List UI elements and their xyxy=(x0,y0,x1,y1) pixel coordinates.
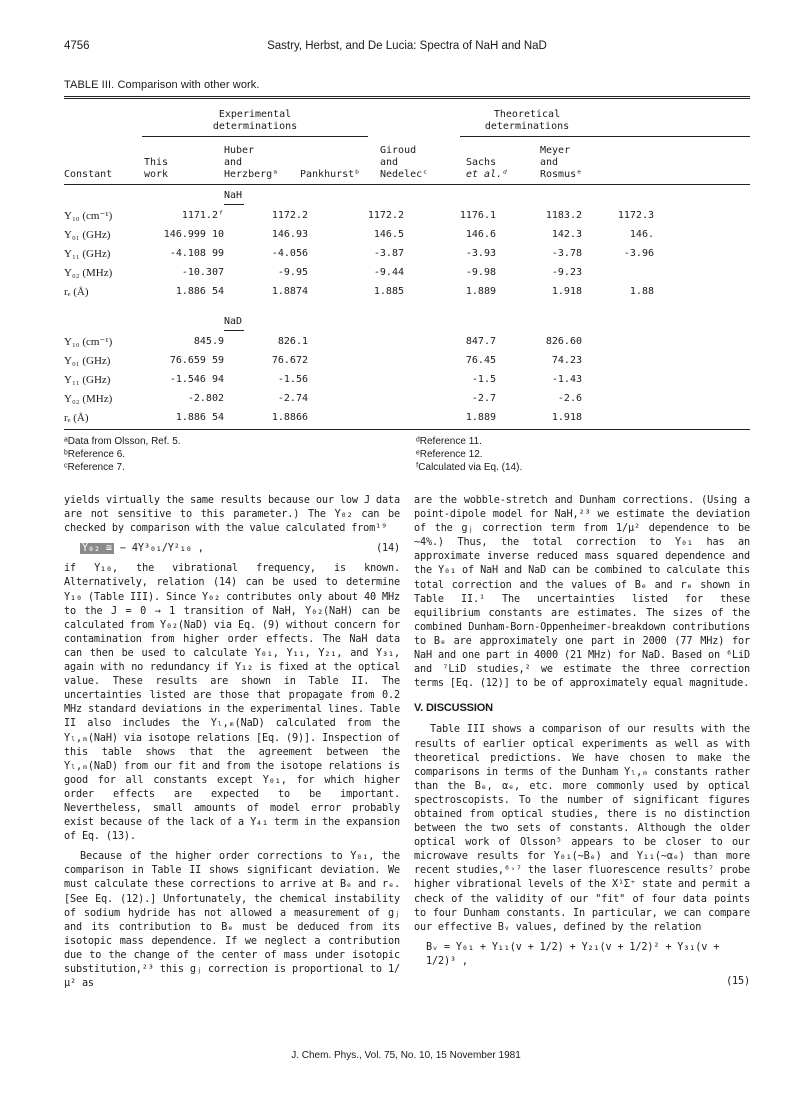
cell-value: 1.918 xyxy=(551,286,582,297)
cell-value xyxy=(594,389,666,408)
cell-value: 845.9 xyxy=(193,336,224,347)
table-top-rule xyxy=(64,96,750,97)
right-paragraph-1: are the wobble-stretch and Dunham corrections. (Using a point-dipole model for NaH,²³ we estimate the deviation of the gⱼ correction term from 1/μ² dependence to be ~4%.) Thus, the total correction to Y₀₁ has an approximate inverse reduced mass squared dependence and the Y₀₁ of NaH and NaD can be combined to calculate this total correction and the values of Bₑ and rₑ shown in Table II.¹ The uncertainties listed for these equilibrium constants are estimates. The sizes of the combined Dunham-Born-Oppenheimer-breakdown contributions to Bₑ are approximately one part in 2000 (77 MHz) for NaH and one part in 4000 (21 MHz) for NaD. Based on ⁶LiD and ⁷LiD studies,² we estimate the three correction terms [Eq. (12)] to be of approximately equal magnitude. xyxy=(414,495,750,690)
cell-value: 146. xyxy=(629,229,654,240)
table-row xyxy=(64,389,666,408)
theoretical-span-rule xyxy=(460,136,750,137)
table-bottom-rule xyxy=(64,429,750,430)
cell-value: -1.5 xyxy=(471,374,496,385)
table-row xyxy=(64,370,666,389)
cell-value: 146.93 xyxy=(271,229,308,240)
cell-value: -4.056 xyxy=(271,248,308,259)
equation-15 xyxy=(426,941,750,969)
cell-value: 847.7 xyxy=(465,336,496,347)
equation-14-lhs: Y₀₂ ≅ xyxy=(82,543,112,555)
header-sachs-line1: Sachs xyxy=(466,157,497,168)
cell-value: 1171.2ᶠ xyxy=(181,210,224,221)
header-meyer-line3: Rosmusᵉ xyxy=(540,169,583,180)
section-nad: NaD xyxy=(224,316,243,327)
footnote-c: ᶜReference 7. xyxy=(64,462,125,473)
cell-value: 1.889 xyxy=(465,286,496,297)
header-giroud-line3: Nedelecᶜ xyxy=(380,169,429,180)
table-row xyxy=(64,351,666,370)
section-heading-discussion: V. DISCUSSION xyxy=(414,702,493,715)
footnotes-right xyxy=(416,435,522,474)
equation-15-body: Bᵥ = Y₀₁ + Y₁₁(v + 1/2) + Y₂₁(v + 1/2)² + Y₃₁(v + 1/2)³ , xyxy=(426,941,720,967)
cell-constant: Y₀₁ (GHz) xyxy=(64,228,111,241)
table-row xyxy=(64,408,666,427)
cell-value: 76.659 59 xyxy=(169,355,224,366)
header-meyer xyxy=(540,145,582,181)
cell-value: 826.1 xyxy=(277,336,308,347)
left-column xyxy=(64,494,400,991)
nah-underline xyxy=(224,204,244,205)
running-header xyxy=(64,40,750,58)
cell-value: -3.87 xyxy=(373,248,404,259)
cell-constant: Y₁₁ (GHz) xyxy=(64,373,111,386)
header-bottom-rule xyxy=(64,184,750,185)
cell-value: -1.43 xyxy=(551,374,582,385)
cell-constant: Y₁₀ (cm⁻¹) xyxy=(64,336,113,348)
table-row xyxy=(64,244,666,263)
cell-value: -3.96 xyxy=(623,248,654,259)
left-paragraph-2: if Y₁₀, the vibrational frequency, is known. Alternatively, relation (14) can be used to determine Y₁₀ (Table III). Since Y₀₂ contributes only about 40 MHz to the J = 0 → 1 transition of NaH, Y₀₂(NaH) can be calculated from Y₀₂(NaD) via Eq. (9) without concern for contamination from higher order effects. The NaH data can then be used to calculate Y₀₁, Y₁₁, Y₂₁, and Y₃₁, again with no redundancy if Y₁₂ is fixed at the optical value. These results are shown in Table II. The uncertainties listed are those that propagate from 0.2 MHz standard deviations in the experimental lines. Table II also includes the Yₗ,ₘ(NaD) calculated from the Yₗ,ₘ(NaH) via isotope relations [Eq. (9)]. Inspection of this table shows that the agreement between the Yₗ,ₘ(NaD) from our fit and from the isotope relations is good for all constants except Y₀₁, for which higher order effects are expected to be important. Nevertheless, small amounts of model error probably exist because of the lack of a Y₄₁ term in the expansion of Eq. (13). xyxy=(64,563,400,843)
cell-value: 1183.2 xyxy=(545,210,582,221)
cell-value: -4.108 99 xyxy=(169,248,224,259)
cell-value: 1.885 xyxy=(373,286,404,297)
cell-value: -9.44 xyxy=(373,267,404,278)
cell-value: 1172.3 xyxy=(617,210,654,221)
cell-value xyxy=(320,332,416,351)
cell-constant: Y₀₂ (MHz) xyxy=(64,266,113,279)
footnote-e: ᵉReference 12. xyxy=(416,449,483,460)
cell-value xyxy=(320,370,416,389)
header-huber-line3: Herzbergᵃ xyxy=(224,169,279,180)
left-paragraph-1: yields virtually the same results because our low J data are not sensitive to this parameter.) The Y₀₂ can be checked by comparison with the value calculated from¹⁹ xyxy=(64,495,400,535)
right-paragraph-2: Table III shows a comparison of our results with the results of earlier optical experiments as well as with theoretical predictions. We have chosen to make the comparisons in terms of the Dunham Yₗ,ₘ constants rather than the Bₑ, αₑ, etc. more commonly used by optical spectroscopists. To the number of significant figures obtained from optical studies, there is no distinction between the two sets of constants. Although the older optical work of Olsson⁵ appears to be closer to our microwave results for Y₀₁(~Bₑ) and Y₁₁(~αₑ) than more recent studies,⁶˒⁷ the laser fluorescence results⁷ probe higher vibrational levels of the X¹Σ⁺ state and permit a check of the validity of our "fit" of four data points to four Dunham constants. In particular, we can compare our effective Bᵥ values, defined by the relation xyxy=(414,724,750,933)
cell-constant: Y₀₁ (GHz) xyxy=(64,354,111,367)
cell-value: -10.307 xyxy=(181,267,224,278)
cell-value: -3.93 xyxy=(465,248,496,259)
cell-value xyxy=(320,408,416,427)
group-experimental-line2: determinations xyxy=(212,121,298,132)
cell-value: 74.23 xyxy=(551,355,582,366)
cell-constant: rₑ (Å) xyxy=(64,411,89,424)
cell-value xyxy=(594,263,666,282)
table-row xyxy=(64,225,666,244)
cell-value: 142.3 xyxy=(551,229,582,240)
cell-value: -1.56 xyxy=(277,374,308,385)
cell-value: -1.546 94 xyxy=(169,374,224,385)
cell-value xyxy=(594,351,666,370)
equation-15-number: (15) xyxy=(726,976,750,987)
cell-value: -2.802 xyxy=(187,393,224,404)
group-theoretical xyxy=(472,109,582,133)
cell-value xyxy=(594,332,666,351)
cell-value: 1.8874 xyxy=(271,286,308,297)
header-huber xyxy=(224,145,278,181)
header-this-line: This xyxy=(144,157,169,168)
footnote-f: ᶠCalculated via Eq. (14). xyxy=(416,462,523,473)
group-experimental-line1: Experimental xyxy=(218,109,292,120)
cell-value xyxy=(320,389,416,408)
page-number: 4756 xyxy=(64,40,90,52)
equation-14 xyxy=(80,542,400,556)
cell-value: 1172.2 xyxy=(367,210,404,221)
cell-value: -2.7 xyxy=(471,393,496,404)
header-constant: Constant xyxy=(64,169,113,180)
header-giroud-line2: and xyxy=(380,157,399,168)
header-sachs-line2: et al.ᵈ xyxy=(466,169,509,180)
header-sachs xyxy=(466,145,508,181)
cell-constant: Y₁₁ (GHz) xyxy=(64,247,111,260)
header-huber-line2: and xyxy=(224,157,243,168)
cell-value: 826.60 xyxy=(545,336,582,347)
cell-value: 1172.2 xyxy=(271,210,308,221)
cell-value xyxy=(594,370,666,389)
header-meyer-line1: Meyer xyxy=(540,145,571,156)
cell-value: 146.5 xyxy=(373,229,404,240)
cell-value: 1.889 xyxy=(465,412,496,423)
cell-value: 1.918 xyxy=(551,412,582,423)
table-nah xyxy=(64,206,666,301)
footnote-d: ᵈReference 11. xyxy=(416,436,482,447)
right-column xyxy=(414,494,750,989)
equation-14-number: (14) xyxy=(376,543,400,555)
cell-value: 1.8866 xyxy=(271,412,308,423)
header-giroud xyxy=(380,145,428,181)
group-experimental xyxy=(200,109,310,133)
header-meyer-line2: and xyxy=(540,157,559,168)
cell-value: -3.78 xyxy=(551,248,582,259)
cell-value: 1.886 54 xyxy=(175,412,224,423)
cell-constant: rₑ (Å) xyxy=(64,285,89,298)
cell-value: -2.74 xyxy=(277,393,308,404)
group-theoretical-line1: Theoretical xyxy=(493,109,561,120)
cell-value: 76.672 xyxy=(271,355,308,366)
experimental-span-rule xyxy=(142,136,368,137)
nad-underline xyxy=(224,330,244,331)
cell-value: 146.6 xyxy=(465,229,496,240)
group-theoretical-line2: determinations xyxy=(484,121,570,132)
cell-value: -2.6 xyxy=(557,393,582,404)
cell-value xyxy=(320,351,416,370)
running-title: Sastry, Herbst, and De Lucia: Spectra of NaH and NaD xyxy=(267,40,547,52)
cell-value: 146.999 10 xyxy=(163,229,224,240)
cell-value: 76.45 xyxy=(465,355,496,366)
cell-value xyxy=(594,408,666,427)
footnotes-left xyxy=(64,435,181,474)
table-row xyxy=(64,206,666,225)
table-row xyxy=(64,332,666,351)
journal-citation: J. Chem. Phys., Vol. 75, No. 10, 15 November 1981 xyxy=(291,1050,521,1061)
cell-constant: Y₁₀ (cm⁻¹) xyxy=(64,210,113,222)
table-caption: TABLE III. Comparison with other work. xyxy=(64,79,260,91)
table-nad xyxy=(64,332,666,427)
cell-value: 1.88 xyxy=(629,286,654,297)
header-work-line: work xyxy=(144,169,169,180)
section-nah: NaH xyxy=(224,190,243,201)
header-this-work xyxy=(144,145,168,181)
cell-constant: Y₀₂ (MHz) xyxy=(64,392,113,405)
table-row xyxy=(64,263,666,282)
cell-value: -9.23 xyxy=(551,267,582,278)
header-pankhurst: Pankhurstᵇ xyxy=(300,169,361,180)
cell-value: 1176.1 xyxy=(459,210,496,221)
cell-value: -9.95 xyxy=(277,267,308,278)
footnote-b: ᵇReference 6. xyxy=(64,449,126,460)
footnote-a: ᵃData from Olsson, Ref. 5. xyxy=(64,436,181,447)
equation-14-body xyxy=(80,542,204,556)
left-paragraph-3: Because of the higher order corrections to Y₀₁, the comparison in Table II shows significant deviation. We must calculate these corrections to arrive at Bₑ and rₑ. [See Eq. (12).] Unfortunately, the chemical instability of sodium hydride has not allowed a measurement of gⱼ and its contribution to Bₑ must be deduced from its isotopic mass dependence. If we neglect a contribution due to the change of the center of mass under isotopic substitution,²³ this gⱼ correction is proportional to 1/μ² as xyxy=(64,851,400,990)
cell-value: -9.98 xyxy=(465,267,496,278)
table-row xyxy=(64,282,666,301)
header-huber-line1: Huber xyxy=(224,145,255,156)
table-top-rule-double xyxy=(64,98,750,99)
cell-value: 1.886 54 xyxy=(175,286,224,297)
equation-14-rhs: − 4Y³₀₁/Y²₁₀ , xyxy=(113,543,204,555)
header-giroud-line1: Giroud xyxy=(380,145,417,156)
